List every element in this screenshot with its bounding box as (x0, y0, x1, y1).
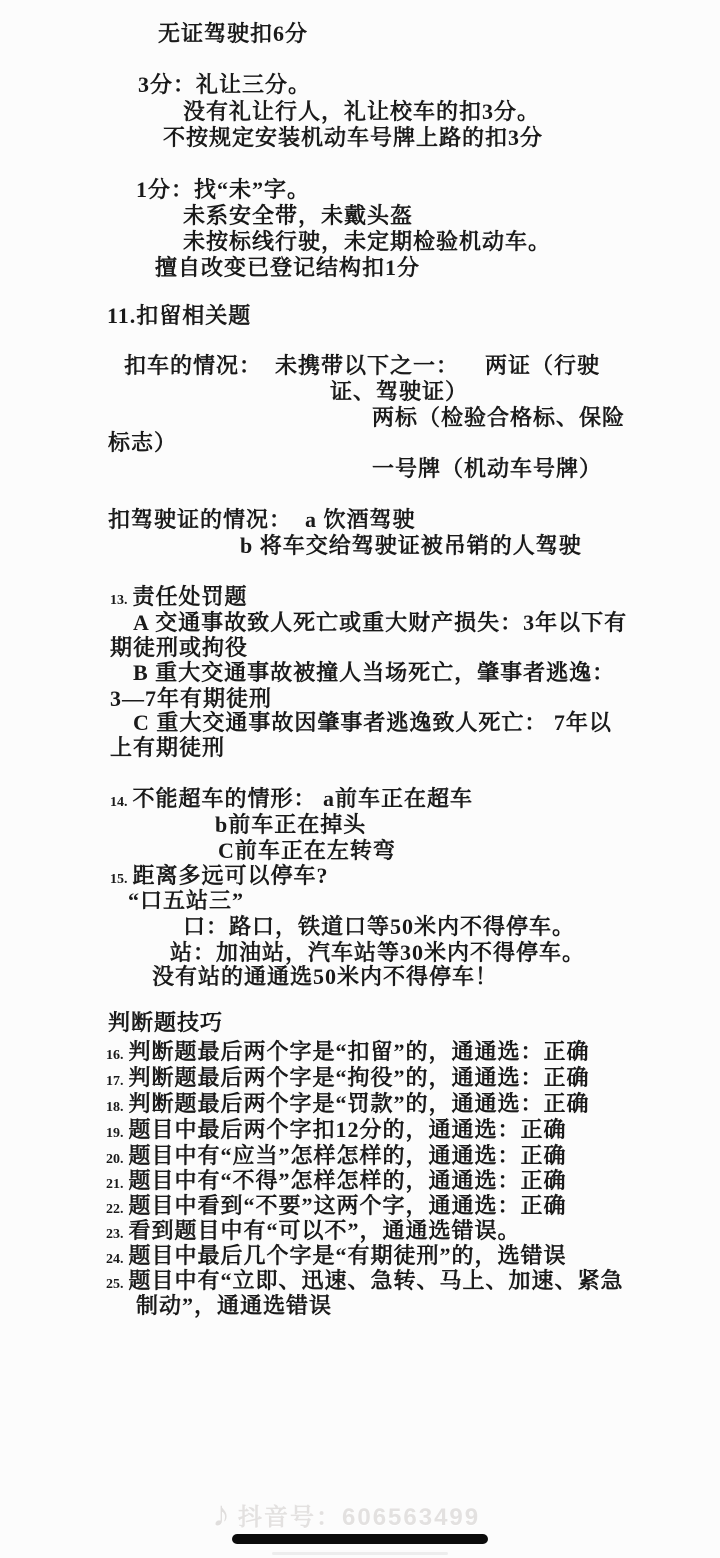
text-line: 没有礼让行人，礼让校车的扣3分。 (183, 99, 541, 124)
section-heading: 判断题技巧 (108, 1010, 224, 1035)
text-line: 口：路口，铁道口等50米内不得停车。 (183, 914, 576, 939)
text-line: b 将车交给驾驶证被吊销的人驾驶 (240, 533, 582, 558)
bottom-hairline (272, 1552, 448, 1555)
text-line: C 重大交通事故因肇事者逃逸致人死亡： 7年以 (133, 710, 612, 735)
list-number: 15. (110, 872, 128, 887)
list-number: 14. (110, 795, 128, 810)
text-line: 题目中有“立即、迅速、急转、马上、加速、紧急 (128, 1268, 624, 1293)
text-line: 距离多远可以停车? (132, 863, 329, 888)
text-line: B 重大交通事故被撞人当场死亡，肇事者逃逸： (133, 660, 616, 685)
text-line: 题目中有“应当”怎样怎样的，通通选：正确 (128, 1143, 567, 1168)
text-line: 判断题最后两个字是“拘役”的，通通选：正确 (128, 1065, 590, 1090)
text-line: 没有站的通通选50米内不得停车！ (152, 964, 499, 989)
list-number: 22. (106, 1202, 124, 1217)
text-line: 题目中看到“不要”这两个字，通通选：正确 (128, 1193, 567, 1218)
text-line: “口五站三” (128, 888, 245, 913)
list-item (106, 1092, 590, 1120)
text-line: 3分：礼让三分。 (138, 72, 312, 97)
section-heading: 11.扣留相关题 (107, 303, 252, 328)
text-line: 判断题最后两个字是“扣留”的，通通选：正确 (128, 1039, 590, 1064)
text-line: 未系安全带，未戴头盔 (183, 203, 414, 228)
text-line: 站：加油站，汽车站等30米内不得停车。 (170, 940, 586, 965)
list-number: 25. (106, 1277, 124, 1292)
text-line: 判断题最后两个字是“罚款”的，通通选：正确 (128, 1091, 590, 1116)
douyin-watermark (212, 1493, 481, 1534)
text-line: 责任处罚题 (132, 584, 248, 609)
list-number: 17. (106, 1074, 124, 1089)
text-line: 两标（检验合格标、保险 (372, 405, 626, 430)
list-item (106, 1118, 567, 1146)
text-line: 一号牌（机动车号牌） (372, 456, 603, 481)
text-line: 期徒刑或拘役 (110, 635, 249, 660)
text-line: 标志） (108, 430, 178, 455)
list-item (106, 1066, 590, 1094)
text-line: 擅自改变已登记结构扣1分 (155, 255, 421, 280)
list-number: 24. (106, 1252, 124, 1267)
list-number: 23. (106, 1227, 124, 1242)
section-heading (110, 787, 473, 815)
text-line: b前车正在掉头 (215, 812, 367, 837)
text-line: 题目中最后两个字扣12分的，通通选：正确 (128, 1117, 567, 1142)
text-line: 不按规定安装机动车号牌上路的扣3分 (163, 125, 544, 150)
section-heading (110, 585, 248, 613)
text-line: 上有期徒刑 (110, 735, 226, 760)
list-number: 18. (106, 1100, 124, 1115)
home-indicator (232, 1534, 488, 1544)
list-number: 20. (106, 1152, 124, 1167)
text-line: 制动”，通通选错误 (136, 1293, 333, 1318)
douyin-id-text: 抖音号：606563499 (238, 1503, 481, 1531)
text-line: 题目中有“不得”怎样怎样的，通通选：正确 (128, 1168, 567, 1193)
list-item (106, 1040, 590, 1068)
list-number: 21. (106, 1177, 124, 1192)
list-number: 19. (106, 1126, 124, 1141)
text-line: 证、驾驶证） (330, 379, 469, 404)
text-line: 扣车的情况： 未携带以下之一： 两证（行驶 (124, 353, 601, 378)
text-line: 无证驾驶扣6分 (158, 21, 309, 46)
text-line: 扣驾驶证的情况： a 饮酒驾驶 (108, 507, 416, 532)
text-line: C前车正在左转弯 (218, 838, 396, 863)
douyin-note-icon: ♪ (212, 1493, 230, 1534)
list-number: 16. (106, 1048, 124, 1063)
text-line: 不能超车的情形： a前车正在超车 (132, 786, 474, 811)
list-number: 13. (110, 593, 128, 608)
text-line: 1分：找“未”字。 (136, 177, 311, 202)
text-line: 题目中最后几个字是“有期徒刑”的，选错误 (128, 1243, 567, 1268)
text-line: 3—7年有期徒刑 (110, 686, 273, 711)
text-line: 看到题目中有“可以不”，通通选错误。 (128, 1218, 521, 1243)
text-line: A 交通事故致人死亡或重大财产损失：3年以下有 (133, 610, 628, 635)
text-line: 未按标线行驶，未定期检验机动车。 (183, 229, 552, 254)
